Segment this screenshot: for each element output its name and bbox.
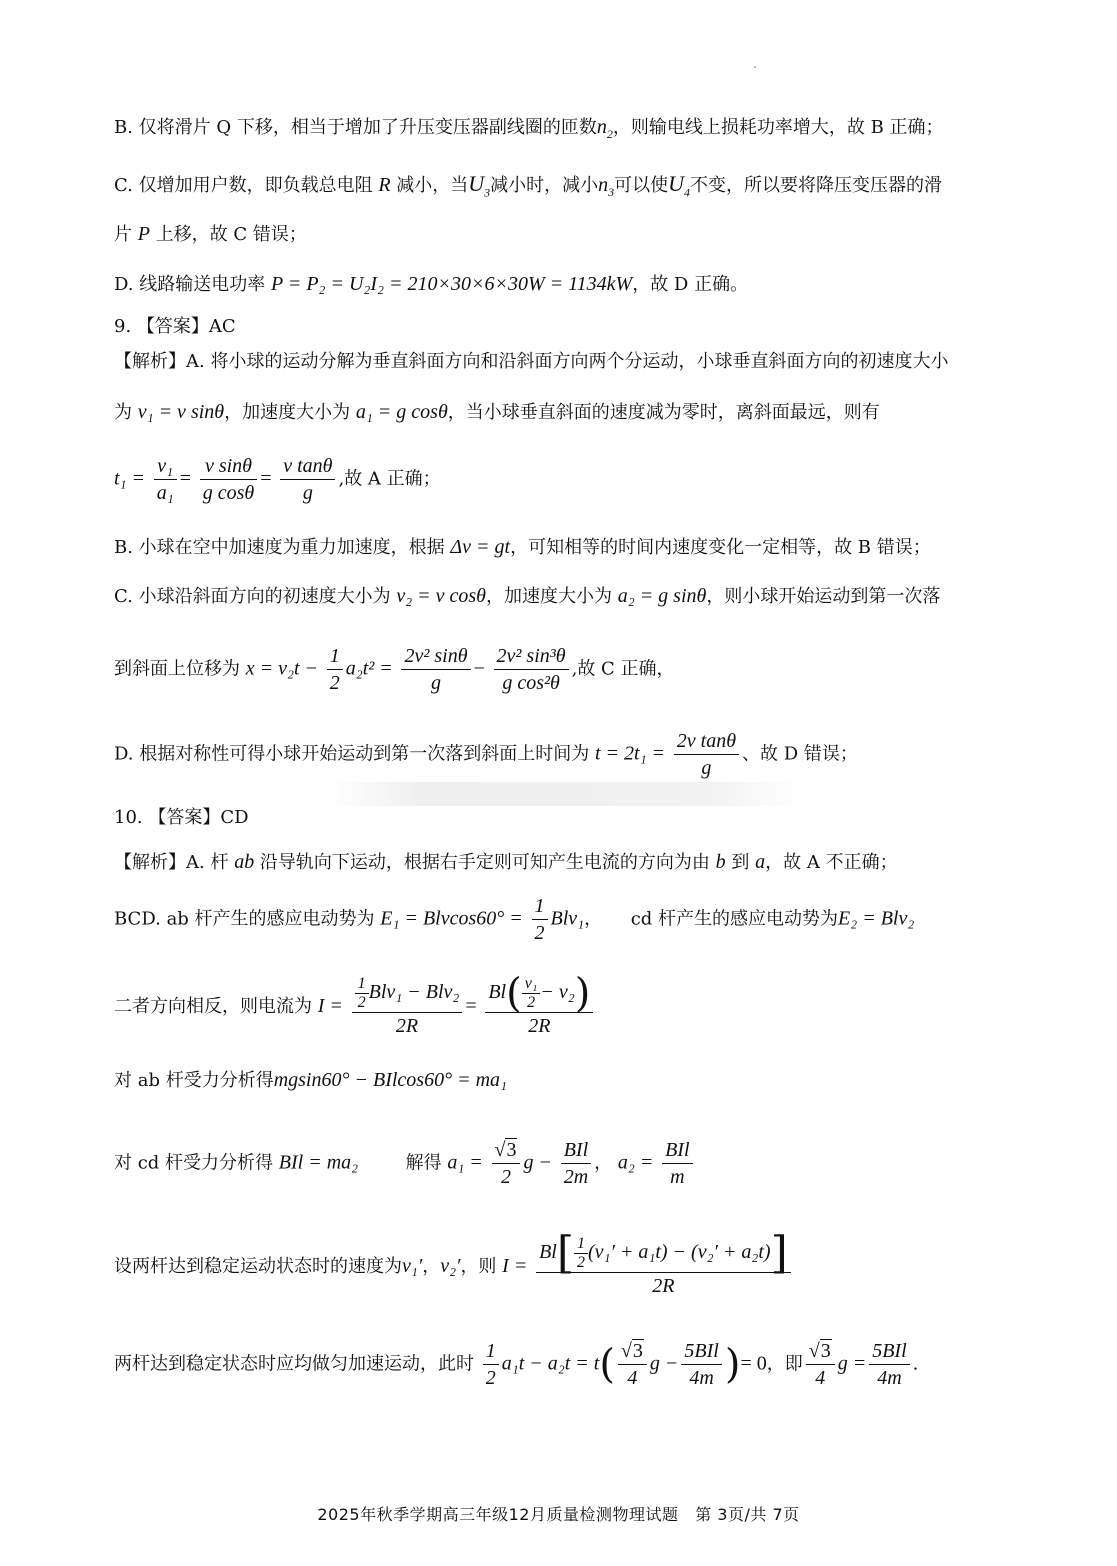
text: ，可知相等的时间内速度变化一定相等，故 B 错误； [510,537,931,558]
q8-option-b [114,115,1021,146]
formula: v₁′ [402,1255,423,1277]
text: B. 小球在空中加速度为重力加速度，根据 [114,537,445,558]
numerator: 1 [355,975,369,994]
fraction: Bl( $\frac{\text{v₁}}{2}$ − v₂) 2R [485,975,593,1039]
formula: Δv = gt [450,536,511,558]
text: ， cd 杆产生的感应电动势为 [584,908,839,930]
text: 不变，所以要将降压变压器的滑 [690,175,943,196]
text: ，故 A 不正确； [765,852,898,873]
formula: mgsin60° − BIlcos60° = ma₁ [273,1069,507,1091]
q9-answer: 9. 【答案】AC [114,316,236,337]
denominator: 4 [627,1367,638,1389]
text: 减小时，减小 [490,175,599,196]
formula: g − [649,1352,679,1375]
numerator: 1 [574,1235,588,1254]
text: 、故 D 错误； [742,743,858,765]
denominator: 2m [563,1166,589,1188]
scan-smudge [330,782,800,806]
math-sub: 2 [606,127,613,141]
numerator: 5BIl [681,1338,721,1365]
fraction [200,453,257,506]
numerator-text: Bl [488,981,507,1004]
formula: a₁ = [447,1151,483,1174]
denominator: m [670,1166,685,1188]
text: . [912,1353,919,1375]
text: ，则输电线上损耗功率增大，故 B 正确； [612,117,944,138]
q10-steady-state-current [114,1227,1021,1299]
q10-answer: 10. 【答案】CD [114,807,249,828]
denominator: 4m [877,1367,902,1389]
q9-analysis-b [114,535,1021,560]
math-var: P [137,223,150,245]
text: ,故 A 正确； [338,468,441,490]
q9-analysis-a-line1: 【解析】A. 将小球的运动分解为垂直斜面方向和沿斜面方向两个分运动，小球垂直斜面方向的初速度大小 [114,351,949,372]
numerator: 5BIl [869,1338,909,1365]
text: B. 仅将滑片 Q 下移，相当于增加了升压变压器副线圈的匝数 [114,117,597,138]
math-var: R [378,174,391,196]
numerator: 1 [483,1338,499,1365]
math-var: n [596,116,607,138]
formula: t₁ = [114,467,146,490]
text: 沿导轨向下运动，根据右手定则可知产生电流的方向为由 [259,852,710,873]
formula: g − [523,1151,552,1174]
formula: = 0 [740,1352,767,1375]
math-var: n [598,174,609,196]
q9-analysis-d [114,728,1021,781]
fraction [327,643,343,696]
radicand: 3 [820,1340,831,1362]
denominator: 2 [500,1166,511,1188]
text: 设两杆达到稳定运动状态时的速度为 [114,1256,402,1277]
denominator: g [302,482,313,504]
numerator-text: Blv₁ − Blv₂ [368,981,460,1004]
text: 为 [114,402,132,423]
fraction [869,1338,909,1391]
text: 解得 [405,1152,442,1174]
text: 片 [114,224,132,245]
formula: t = 2t₁ = [594,742,666,765]
formula: v₁ = v sinθ [137,401,225,423]
formula: I = [317,995,343,1017]
denominator: 2R [528,1015,551,1037]
math-var: b [715,851,726,873]
formula: a₁t − a₂t = t [501,1352,600,1375]
formula: P = P₂ = U₂I₂ = 210×30×6×30W = 1134kW [270,273,633,295]
radicand: 3 [506,1139,517,1161]
denominator: g cosθ [202,482,255,504]
page-footer: 2025年秋季学期高三年级12月质量检测物理试题 第 3页/共 7页 [317,1505,800,1524]
text: 到 [731,852,750,873]
numerator: BIl [662,1137,692,1164]
fraction: $\frac{√3}{4}$ [618,1338,647,1391]
q10-cd-force-analysis [114,1137,1021,1190]
formula: a₁ = g cosθ [355,401,448,423]
fraction [681,1338,721,1391]
text: 二者方向相反，则电流为 [114,996,312,1017]
numerator: BIl [561,1137,591,1164]
fraction [280,453,335,506]
text: ，加速度大小为 [486,586,612,607]
numerator: v tanθ [280,453,335,480]
fraction [674,728,739,781]
formula: E₂ = Blv₂ [838,907,915,930]
q10-analysis-bcd [114,893,1021,946]
numerator: v₁ [154,453,177,480]
q10-final-result: 两杆达到稳定状态时应均做匀加速运动，此时 $\frac{1}{2}$ a₁t − a₂t = t( $\frac{√3}{4}$ g − $\frac{\text{5BIl}}{4m}$ )= 0，即 $\frac{√3}{4}$ g = $\frac{\text{5BIl}}{4m}$ . [114,1340,919,1389]
text: 上移，故 C 错误； [155,224,307,245]
text: 两杆达到稳定状态时应均做匀加速运动，此时 [114,1353,474,1375]
numerator-text: (v₁′ + a₁t) − (v₂′ + a₂t) [588,1241,771,1264]
numerator: v sinθ [200,453,257,480]
formula: a₂ = [617,1151,654,1174]
text: BCD. ab 杆产生的感应电动势为 [114,908,375,930]
q9-analysis-c-line2: 到斜面上位移为 x = v₂t − $\frac{1}{2}$ a₂t² = $\frac{\text{2v² sinθ}}{g}$ − $\frac{\text{2v² sin³θ}}{\text{g cos²θ}}$ ,故 C 正确， [114,645,675,694]
fraction: $\frac{√3}{2}$ [492,1137,521,1190]
math-sub: 3 [608,185,615,199]
formula: I = [502,1255,528,1277]
fraction: Bl[ $\frac{1}{2}$ (v₁′ + a₁t) − (v₂′ + a₂t)] 2R [536,1235,791,1299]
text: C. 小球沿斜面方向的初速度大小为 [114,586,391,607]
text: 对 cd 杆受力分析得 [114,1152,274,1174]
q10-ab-force-analysis [114,1068,1021,1093]
text: ，加速度大小为 [224,402,351,423]
text: D. 线路输送电功率 [114,274,266,295]
formula: BIl = ma₂ [278,1151,359,1174]
fraction [154,453,177,506]
denominator: 2 [527,994,536,1011]
math-var: a [755,851,766,873]
denominator: g [431,672,441,694]
numerator: 2v² sin³θ [494,643,569,670]
denominator: 2 [357,994,366,1011]
formula: g = [837,1352,867,1375]
text: ，故 D 正确。 [632,274,749,295]
denominator: g cos²θ [502,672,560,694]
text: ，则 [460,1256,497,1277]
denominator: 2 [485,1367,496,1389]
formula: a₂ = g sinθ [617,585,707,607]
denominator: 4m [689,1367,714,1389]
fraction [483,1338,499,1391]
math-var: U [668,171,685,196]
fraction [662,1137,692,1190]
denominator: g [701,757,712,779]
numerator-text: Bl [539,1241,557,1264]
text: ，当小球垂直斜面的速度减为零时，离斜面最远，则有 [447,402,880,423]
q10-current-equation: 二者方向相反，则电流为 I = $\frac{1}{2}$ Blv₁ − Blv₂ 2R = Bl( $\frac{\text{v₁}}{2}$ − v₂) 2R [114,975,1021,1039]
text: 减小，当 [396,175,469,196]
text: 到斜面上位移为 [114,658,240,680]
denominator: 2R [395,1015,419,1037]
numerator-text: − v₂ [540,981,575,1004]
formula: a₂t² = [345,657,393,680]
text: ，则小球开始运动到第一次落 [706,586,941,607]
numerator: v₁ [522,975,541,994]
numerator: 1 [327,643,343,670]
text: ,故 C 正确， [571,658,675,680]
denominator: 4 [815,1367,826,1389]
text: C. 仅增加用户数，即负载总电阻 [114,175,373,196]
q9-analysis-c-line1 [114,584,1021,609]
numerator: 2v² sinθ [401,643,470,670]
scan-speck [754,66,756,68]
q10-analysis-a [114,850,1021,875]
text: ， [422,1256,441,1277]
q9-analysis-a-line2 [114,400,1021,425]
q8-option-c-line2 [114,222,1021,247]
formula: x = v₂t − [245,657,318,680]
radicand: 3 [632,1340,643,1362]
math-sub: 4 [684,185,691,200]
fraction [401,643,470,696]
math-sub: 3 [484,185,491,200]
text: 【解析】A. 杆 [114,852,229,873]
math-var: U [468,171,485,196]
formula: v₂′ [440,1255,461,1277]
math-var: ab [234,851,255,873]
q8-option-c-line1 [114,172,1021,204]
fraction: $\frac{√3}{4}$ [806,1338,835,1391]
numerator: 2v tanθ [674,728,739,755]
denominator: 2R [652,1275,675,1297]
fraction [494,643,569,696]
formula: v₂ = v cosθ [396,585,486,607]
denominator: 2 [577,1254,586,1271]
text: 可以使 [614,175,669,196]
q8-option-d [114,272,1021,297]
text: ， [594,1152,613,1174]
denominator: a₁ [156,482,174,504]
fraction [352,975,463,1039]
formula: Blv₁ [550,907,585,930]
q9-analysis-a-line3: t₁ = $\frac{\text{v₁}}{\text{a₁}}$ = $\frac{\text{v sinθ}}{\text{g cosθ}}$ = $\frac{\text{v tanθ}}{g}$ ,故 A 正确； [114,455,441,504]
numerator: 1 [532,893,548,920]
text: ，即 [766,1353,803,1375]
fraction [561,1137,591,1190]
text: D. 根据对称性可得小球开始运动到第一次落到斜面上时间为 [114,743,590,765]
formula: E₁ = Blvcos60° = [380,907,523,930]
denominator: 2 [534,922,545,944]
text: 对 ab 杆受力分析得 [114,1070,274,1091]
denominator: 2 [329,672,340,694]
fraction [532,893,548,946]
